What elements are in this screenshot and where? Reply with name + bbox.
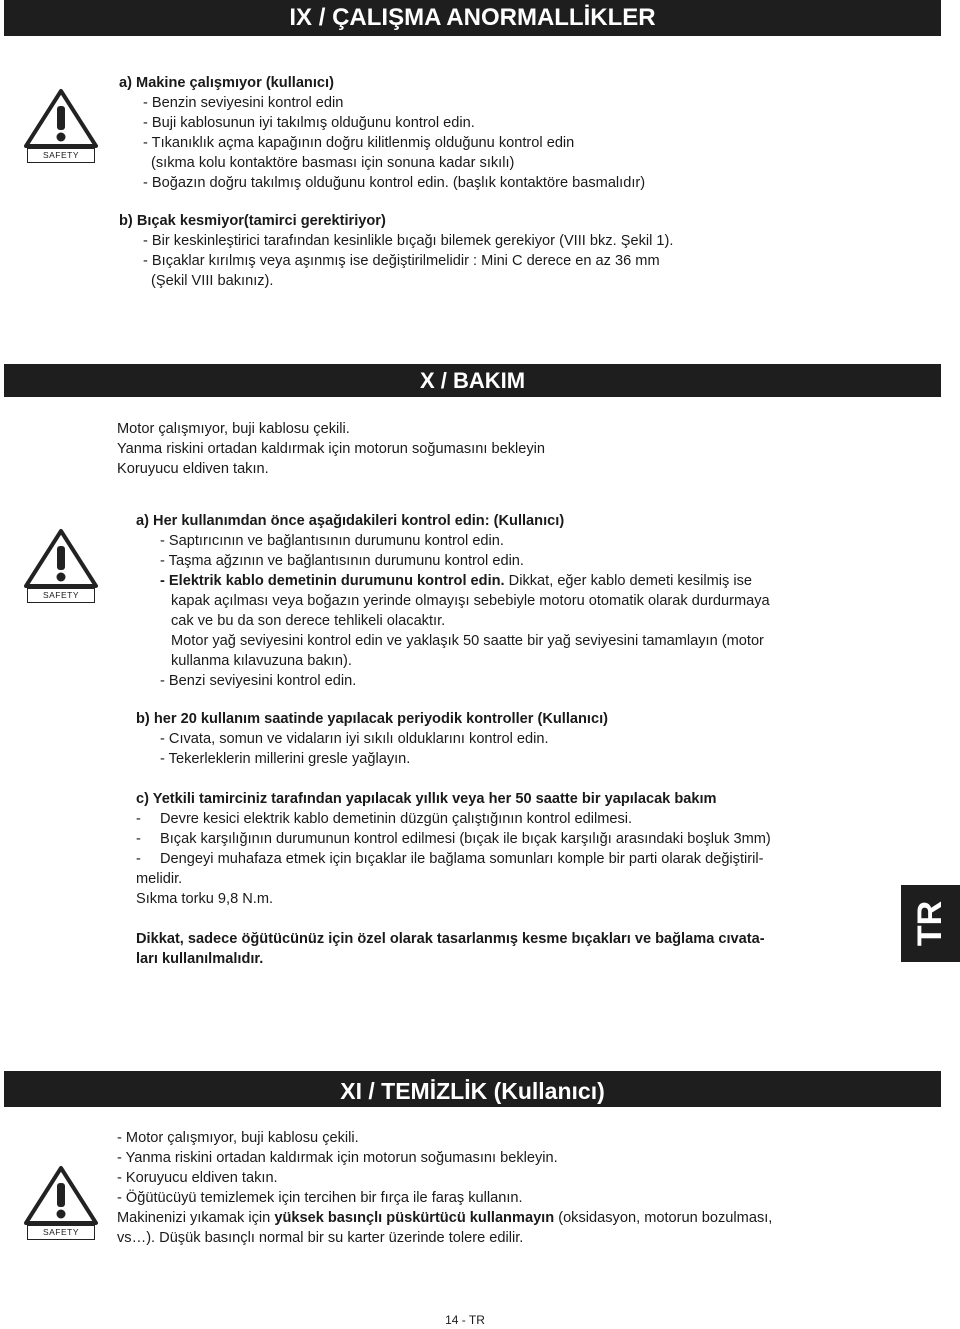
warning-line: Dikkat, sadece öğütücünüz için özel olarak tasarlanmış kesme bıçakları ve bağlama cıvata- [136,931,765,947]
list-item: - Koruyucu eldiven takın. [117,1170,278,1186]
paragraph-line [117,1208,772,1228]
section-ix-banner [4,0,941,36]
continuation-line: melidir. [136,871,183,887]
section-x-a-title: a) Her kullanımdan önce aşağıdakileri kontrol edin: (Kullanıcı) [136,513,565,529]
section-x-b [136,709,608,769]
item-text: Dengeyi muhafaza etmek için bıçaklar ile bağlama somunları komple bir parti olarak değiştiril- [160,851,764,867]
paragraph-line: vs…). Düşük basınçlı normal bir su karter üzerinde tolere edilir. [117,1230,524,1246]
list-item: - Yanma riskini ortadan kaldırmak için motorun soğumasını bekleyin. [117,1150,558,1166]
section-x-intro [117,419,545,479]
dash: - [136,811,141,827]
list-item: (Şekil VIII bakınız). [151,273,274,289]
text-start: Makinenizi yıkamak için [117,1210,275,1226]
intro-line: Yanma riskini ortadan kaldırmak için motorun soğumasını bekleyin [117,441,546,457]
list-item [136,849,771,869]
section-x-b-title: b) her 20 kullanım saatinde yapılacak periyodik kontroller (Kullanıcı) [136,711,609,727]
safety-label: SAFETY [27,588,95,603]
language-tab [901,885,960,962]
continuation-line: kapak açılması veya boğazın yerinde olmayışı sebebiyle motoru otomatik olarak durdurmaya [171,593,770,609]
list-item: - Taşma ağzının ve bağlantısının durumunu kontrol edin. [160,553,524,569]
section-x-a [136,511,770,691]
safety-warning-icon [23,88,99,166]
intro-line: Motor çalışmıyor, buji kablosu çekili. [117,421,350,437]
section-x-title: X / BAKIM [419,368,526,393]
intro-line: Koruyucu eldiven takın. [117,461,269,477]
safety-warning-icon [23,528,99,606]
list-item: - Tıkanıklık açma kapağının doğru kilitlenmiş olduğunu kontrol edin [143,135,575,151]
warning-line: ları kullanılmalıdır. [136,951,264,967]
continuation-line: Motor yağ seviyesini kontrol edin ve yaklaşık 50 saatte bir yağ seviyesini tamamlayın (motor [171,633,764,649]
list-item: - Boğazın doğru takılmış olduğunu kontrol edin. (başlık kontaktöre basmalıdır) [143,175,646,191]
dash: - [136,851,141,867]
list-item: - Saptırıcının ve bağlantısının durumunu kontrol edin. [160,533,504,549]
section-ix-title: IX / ÇALIŞMA ANORMALLİKLER [289,4,656,31]
safety-warning-icon [23,1165,99,1243]
list-item: - Tekerleklerin millerini gresle yağlayın. [160,751,411,767]
section-ix-a-title: a) Makine çalışmıyor (kullanıcı) [119,75,334,91]
list-item: - Öğütücüyü temizlemek için tercihen bir fırça ile faraş kullanın. [117,1190,523,1206]
section-x-c-title: c) Yetkili tamirciniz tarafından yapılacak yıllık veya her 50 saatte bir yapılacak bakım [136,791,717,807]
list-item: - Benzi seviyesini kontrol edin. [160,673,357,689]
bold-item: - Elektrik kablo demetinin durumunu kontrol edin. [160,573,505,589]
text-end: (oksidasyon, motorun bozulması, [554,1210,773,1226]
list-item: - Benzin seviyesini kontrol edin [143,95,344,111]
list-item: - Motor çalışmıyor, buji kablosu çekili. [117,1130,359,1146]
page-number: 14 - TR [445,1313,485,1327]
section-xi-body [117,1128,772,1248]
list-item: - Bıçaklar kırılmış veya aşınmış ise değiştirilmelidir : Mini C derece en az 36 mm [143,253,660,269]
section-xi-banner [4,1071,941,1107]
section-ix-b [119,211,673,291]
list-item [136,809,771,829]
section-ix-a [119,73,645,193]
list-item: (sıkma kolu kontaktöre basması için sonuna kadar sıkılı) [151,155,515,171]
list-item [136,571,770,591]
list-item: - Cıvata, somun ve vidaların iyi sıkılı olduklarını kontrol edin. [160,731,549,747]
safety-label: SAFETY [27,148,95,163]
list-item [136,829,771,849]
section-x-banner [4,364,941,397]
item-text: Bıçak karşılığının durumunun kontrol edilmesi (bıçak ile bıçak karşılığı arasındaki boşluk 3mm) [160,831,771,847]
item-tail: Dikkat, eğer kablo demeti kesilmiş ise [504,573,752,589]
safety-label: SAFETY [27,1225,95,1240]
language-tab-label: TR [910,900,949,947]
text-bold: yüksek basınçlı püskürtücü kullanmayın [274,1210,555,1226]
list-item: - Buji kablosunun iyi takılmış olduğunu kontrol edin. [143,115,475,131]
list-item: - Bir keskinleştirici tarafından kesinlikle bıçağı bilemek gerekiyor (VIII bkz. Şekil 1). [143,233,674,249]
continuation-line: cak ve bu da son derece tehlikeli olacaktır. [171,613,446,629]
torque-line: Sıkma torku 9,8 N.m. [136,891,274,907]
continuation-line: kullanma kılavuzuna bakın). [171,653,352,669]
section-xi-title: XI / TEMİZLİK (Kullanıcı) [340,1078,605,1104]
section-ix-b-title: b) Bıçak kesmiyor(tamirci gerektiriyor) [119,213,386,229]
dash: - [136,831,141,847]
section-x-c [136,789,771,969]
item-text: Devre kesici elektrik kablo demetinin düzgün çalıştığının kontrol edilmesi. [160,811,633,827]
